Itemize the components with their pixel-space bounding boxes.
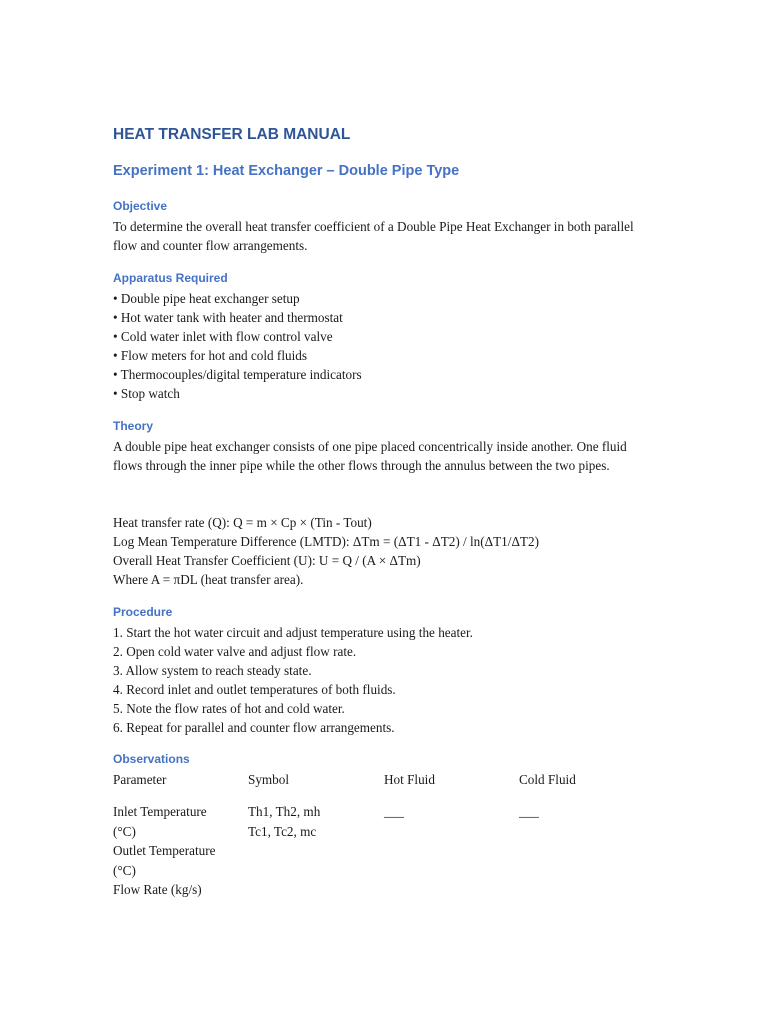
symbol-line: Tc1, Tc2, mc — [248, 823, 317, 839]
objective-heading: Objective — [113, 199, 168, 213]
theory-heading: Theory — [113, 419, 154, 433]
parameter-line: (°C) — [113, 862, 136, 878]
list-item: 5. Note the flow rates of hot and cold water. — [113, 701, 345, 716]
symbol-line: Th1, Th2, mh — [248, 804, 321, 819]
formula-line: Where A = πDL (heat transfer area). — [113, 572, 304, 587]
list-item: 6. Repeat for parallel and counter flow arrangements. — [113, 720, 395, 735]
parameter-line: (°C) — [113, 823, 136, 839]
list-item: • Flow meters for hot and cold fluids — [113, 348, 307, 363]
column-header-parameter: Parameter — [113, 772, 167, 787]
list-item: • Hot water tank with heater and thermostat — [113, 310, 343, 325]
formula-line: Overall Heat Transfer Coefficient (U): U = Q / (A × ΔTm) — [113, 553, 421, 568]
column-header-symbol: Symbol — [248, 772, 290, 787]
procedure-list — [113, 623, 473, 737]
parameter-line: Outlet Temperature — [113, 843, 216, 858]
list-item: 4. Record inlet and outlet temperatures of both fluids. — [113, 682, 396, 697]
theory-text: A double pipe heat exchanger consists of one pipe placed concentrically inside another. One fluid flows through the inner pipe while the other flows through the annulus between the two pipes. — [113, 439, 627, 473]
list-item: 1. Start the hot water circuit and adjust temperature using the heater. — [113, 625, 473, 640]
column-header-hot-fluid: Hot Fluid — [384, 772, 435, 787]
apparatus-list — [113, 289, 362, 403]
objective-text: To determine the overall heat transfer coefficient of a Double Pipe Heat Exchanger in both parallel flow and counter flow arrangements. — [113, 219, 634, 253]
observations-heading: Observations — [113, 752, 190, 766]
table-cell-cold-value: ___ — [519, 804, 539, 819]
table-cell-parameter — [113, 802, 215, 900]
formula-list — [113, 513, 539, 589]
table-cell-hot-value: ___ — [384, 804, 404, 819]
document-title: HEAT TRANSFER LAB MANUAL — [113, 126, 351, 143]
table-cell-symbol — [248, 802, 320, 841]
list-item: 3. Allow system to reach steady state. — [113, 663, 312, 678]
column-header-cold-fluid: Cold Fluid — [519, 772, 576, 787]
list-item: 2. Open cold water valve and adjust flow rate. — [113, 644, 357, 659]
parameter-line: Inlet Temperature — [113, 804, 207, 819]
apparatus-heading: Apparatus Required — [113, 271, 228, 285]
list-item: • Stop watch — [113, 386, 180, 401]
list-item: • Thermocouples/digital temperature indicators — [113, 367, 362, 382]
procedure-heading: Procedure — [113, 605, 173, 619]
experiment-title: Experiment 1: Heat Exchanger – Double Pipe Type — [113, 163, 460, 179]
formula-line: Heat transfer rate (Q): Q = m × Cp × (Tin - Tout) — [113, 515, 372, 530]
parameter-line: Flow Rate (kg/s) — [113, 882, 202, 897]
formula-line: Log Mean Temperature Difference (LMTD): ΔTm = (ΔT1 - ΔT2) / ln(ΔT1/ΔT2) — [113, 534, 539, 549]
list-item: • Cold water inlet with flow control valve — [113, 329, 333, 344]
list-item: • Double pipe heat exchanger setup — [113, 291, 300, 306]
